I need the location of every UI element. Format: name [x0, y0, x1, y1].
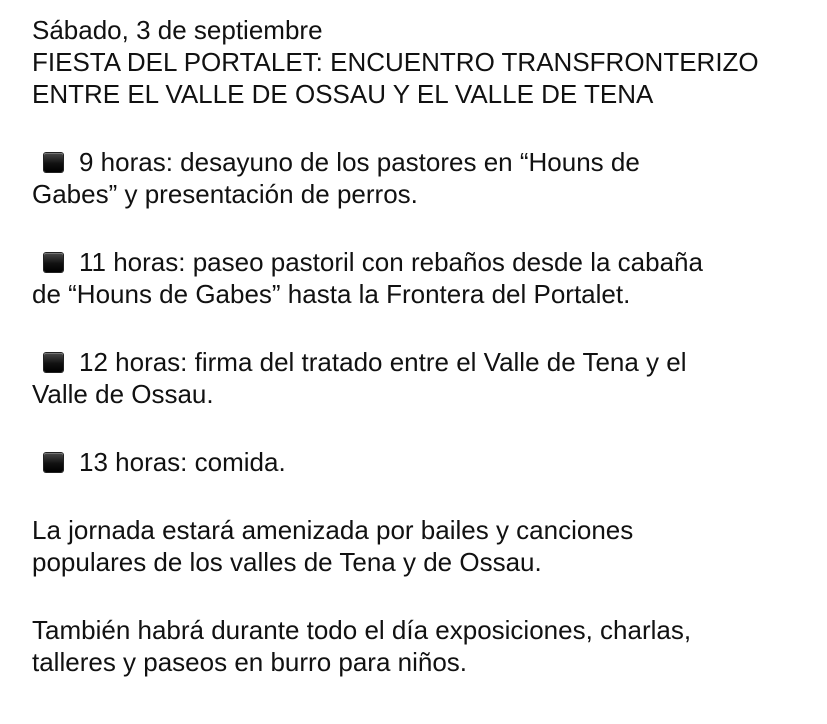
schedule-item — [32, 346, 827, 410]
schedule-item-text-line-1: 12 horas: firma del tratado entre el Valle de Tena y el — [79, 347, 687, 377]
black-square-icon — [44, 353, 63, 372]
note-text-line-1: También habrá durante todo el día exposiciones, charlas, — [32, 615, 692, 645]
note-text-line-2: talleres y paseos en burro para niños. — [32, 647, 468, 677]
schedule-item-text-line-2: Valle de Ossau. — [32, 379, 214, 409]
announcement-header — [32, 14, 827, 110]
activities-note — [32, 614, 827, 678]
schedule-item-text-line-2: de “Houns de Gabes” hasta la Frontera del Portalet. — [32, 279, 631, 309]
schedule-item — [32, 246, 827, 310]
schedule-item — [32, 146, 827, 210]
entertainment-note — [32, 514, 827, 578]
schedule-item-text-line-2: Gabes” y presentación de perros. — [32, 179, 418, 209]
note-text-line-2: populares de los valles de Tena y de Ossau. — [32, 547, 542, 577]
black-square-icon — [44, 253, 63, 272]
black-square-icon — [44, 153, 63, 172]
event-title-line-1: FIESTA DEL PORTALET: ENCUENTRO TRANSFRONTERIZO — [32, 47, 759, 77]
note-text-line-1: La jornada estará amenizada por bailes y canciones — [32, 515, 634, 545]
event-title-line-2: ENTRE EL VALLE DE OSSAU Y EL VALLE DE TENA — [32, 79, 654, 109]
schedule-item — [32, 446, 827, 478]
event-date: Sábado, 3 de septiembre — [32, 15, 323, 45]
schedule-item-text-line-1: 13 horas: comida. — [79, 447, 286, 477]
schedule-item-text-line-1: 9 horas: desayuno de los pastores en “Houns de — [79, 147, 640, 177]
schedule-item-text-line-1: 11 horas: paseo pastoril con rebaños desde la cabaña — [79, 247, 703, 277]
black-square-icon — [44, 453, 63, 472]
